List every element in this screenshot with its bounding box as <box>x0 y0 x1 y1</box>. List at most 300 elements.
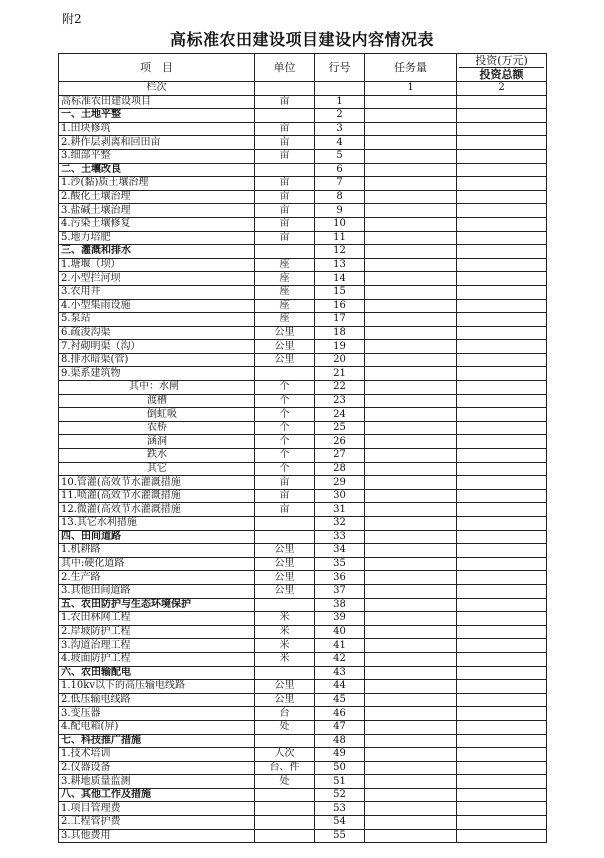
row-investment-cell <box>457 476 547 490</box>
row-item-name: 5.地力培肥 <box>59 231 255 245</box>
row-item-name: 1.田块修筑 <box>59 122 255 136</box>
row-item-name: 1.10kv以下的高压输电线路 <box>59 680 255 694</box>
row-line-number: 51 <box>315 775 365 789</box>
table-row <box>59 788 547 802</box>
row-item-name: 三、灌溉和排水 <box>59 245 255 259</box>
row-task-cell <box>365 584 457 598</box>
row-item-name: 1.项目管理费 <box>59 802 255 816</box>
table-row <box>59 381 547 395</box>
row-investment-cell <box>457 204 547 218</box>
row-task-cell <box>365 612 457 626</box>
table-row <box>59 421 547 435</box>
row-investment-cell <box>457 598 547 612</box>
row-item-name: 其中:硬化道路 <box>59 557 255 571</box>
row-line-number: 40 <box>315 625 365 639</box>
row-line-number: 3 <box>315 122 365 136</box>
table-row <box>59 693 547 707</box>
row-line-number: 22 <box>315 381 365 395</box>
row-task-cell <box>365 788 457 802</box>
table-row <box>59 122 547 136</box>
row-line-number: 44 <box>315 680 365 694</box>
row-unit: 处 <box>255 775 315 789</box>
row-investment-cell <box>457 489 547 503</box>
row-task-cell <box>365 245 457 259</box>
table-row <box>59 204 547 218</box>
row-line-number: 49 <box>315 748 365 762</box>
row-investment-cell <box>457 775 547 789</box>
row-unit: 亩 <box>255 149 315 163</box>
row-task-cell <box>365 326 457 340</box>
row-investment-cell <box>457 299 547 313</box>
row-task-cell <box>365 217 457 231</box>
row-unit <box>255 109 315 123</box>
row-line-number: 12 <box>315 245 365 259</box>
row-unit <box>255 530 315 544</box>
attachment-label: 附2 <box>62 12 82 26</box>
table-row <box>59 449 547 463</box>
row-investment-cell <box>457 720 547 734</box>
row-line-number: 5 <box>315 149 365 163</box>
table-row <box>59 707 547 721</box>
row-task-cell <box>365 707 457 721</box>
row-item-name: 2.小型拦河坝 <box>59 272 255 286</box>
table-row <box>59 299 547 313</box>
table-row <box>59 95 547 109</box>
row-item-name: 2.岸坡防护工程 <box>59 625 255 639</box>
row-task-cell <box>365 177 457 191</box>
row-unit: 亩 <box>255 136 315 150</box>
table-row <box>59 285 547 299</box>
header-item: 项 目 <box>59 54 255 82</box>
row-line-number: 15 <box>315 285 365 299</box>
row-task-cell <box>365 680 457 694</box>
table-row <box>59 149 547 163</box>
row-task-cell <box>365 625 457 639</box>
row-unit: 亩 <box>255 489 315 503</box>
row-item-name: 1.农田林网工程 <box>59 612 255 626</box>
row-investment-cell <box>457 435 547 449</box>
construction-content-table <box>58 53 547 843</box>
column-index-line <box>315 82 365 96</box>
row-unit: 亩 <box>255 122 315 136</box>
row-task-cell <box>365 544 457 558</box>
row-line-number: 26 <box>315 435 365 449</box>
row-unit: 亩 <box>255 476 315 490</box>
table-row <box>59 109 547 123</box>
row-item-name: 六、农田输配电 <box>59 666 255 680</box>
row-item-name: 五、农田防护与生态环境保护 <box>59 598 255 612</box>
row-item-name: 二、土壤改良 <box>59 163 255 177</box>
row-item-name: 涵洞 <box>59 435 255 449</box>
row-investment-cell <box>457 245 547 259</box>
row-task-cell <box>365 761 457 775</box>
row-investment-cell <box>457 285 547 299</box>
table-row <box>59 217 547 231</box>
row-task-cell <box>365 666 457 680</box>
row-item-name: 渡槽 <box>59 394 255 408</box>
row-investment-cell <box>457 761 547 775</box>
row-item-name: 农桥 <box>59 421 255 435</box>
row-unit: 个 <box>255 435 315 449</box>
row-line-number: 17 <box>315 313 365 327</box>
row-investment-cell <box>457 326 547 340</box>
row-task-cell <box>365 353 457 367</box>
table-row <box>59 340 547 354</box>
row-investment-cell <box>457 639 547 653</box>
row-item-name: 八、其他工作及措施 <box>59 788 255 802</box>
row-task-cell <box>365 449 457 463</box>
table-row <box>59 557 547 571</box>
table-row <box>59 476 547 490</box>
row-item-name: 3.变压器 <box>59 707 255 721</box>
row-task-cell <box>365 313 457 327</box>
row-investment-cell <box>457 707 547 721</box>
row-unit <box>255 788 315 802</box>
row-investment-cell <box>457 816 547 830</box>
row-line-number: 48 <box>315 734 365 748</box>
row-investment-cell <box>457 190 547 204</box>
row-line-number: 1 <box>315 95 365 109</box>
row-investment-cell <box>457 163 547 177</box>
row-unit: 公里 <box>255 584 315 598</box>
table-row <box>59 748 547 762</box>
row-unit <box>255 163 315 177</box>
row-task-cell <box>365 720 457 734</box>
row-line-number: 28 <box>315 462 365 476</box>
row-line-number: 11 <box>315 231 365 245</box>
row-unit: 公里 <box>255 353 315 367</box>
row-investment-cell <box>457 503 547 517</box>
row-line-number: 18 <box>315 326 365 340</box>
row-investment-cell <box>457 177 547 191</box>
row-item-name: 1.技术培训 <box>59 748 255 762</box>
row-investment-cell <box>457 544 547 558</box>
row-task-cell <box>365 598 457 612</box>
row-item-name: 3.细部平整 <box>59 149 255 163</box>
header-row <box>59 54 547 82</box>
row-unit <box>255 367 315 381</box>
table-row <box>59 816 547 830</box>
row-investment-cell <box>457 449 547 463</box>
header-unit: 单位 <box>255 54 315 82</box>
row-unit: 米 <box>255 612 315 626</box>
table-row <box>59 598 547 612</box>
row-line-number: 33 <box>315 530 365 544</box>
row-item-name: 3.其他田间道路 <box>59 584 255 598</box>
row-investment-cell <box>457 802 547 816</box>
row-investment-cell <box>457 788 547 802</box>
row-line-number: 39 <box>315 612 365 626</box>
row-task-cell <box>365 571 457 585</box>
row-unit: 台 <box>255 707 315 721</box>
row-item-name: 7.衬砌明渠（沟） <box>59 340 255 354</box>
table-row <box>59 435 547 449</box>
row-item-name: 其它 <box>59 462 255 476</box>
row-item-name: 4.污染土壤修复 <box>59 217 255 231</box>
row-unit: 亩 <box>255 95 315 109</box>
table-row <box>59 353 547 367</box>
row-item-name: 3.其他费用 <box>59 829 255 843</box>
table-row <box>59 625 547 639</box>
row-unit: 米 <box>255 625 315 639</box>
table-row <box>59 612 547 626</box>
row-item-name: 1.塘堰（坝） <box>59 258 255 272</box>
row-unit <box>255 245 315 259</box>
row-item-name: 1.沙(黏)质土壤治理 <box>59 177 255 191</box>
row-investment-cell <box>457 217 547 231</box>
table-row <box>59 326 547 340</box>
column-index-task: 1 <box>365 82 457 96</box>
row-task-cell <box>365 462 457 476</box>
row-item-name: 2.工程管护费 <box>59 816 255 830</box>
row-line-number: 52 <box>315 788 365 802</box>
row-item-name: 11.喷灌(高效节水灌溉措施 <box>59 489 255 503</box>
header-investment <box>457 54 547 82</box>
row-line-number: 29 <box>315 476 365 490</box>
row-unit: 座 <box>255 299 315 313</box>
table-row <box>59 517 547 531</box>
row-unit: 亩 <box>255 503 315 517</box>
row-line-number: 32 <box>315 517 365 531</box>
row-unit: 座 <box>255 313 315 327</box>
row-item-name: 3.盐碱土壤治理 <box>59 204 255 218</box>
row-investment-cell <box>457 462 547 476</box>
header-task: 任务量 <box>365 54 457 82</box>
row-unit: 公里 <box>255 571 315 585</box>
row-investment-cell <box>457 680 547 694</box>
table-row <box>59 313 547 327</box>
row-item-name: 5.泵站 <box>59 313 255 327</box>
row-investment-cell <box>457 693 547 707</box>
table-row <box>59 163 547 177</box>
row-line-number: 24 <box>315 408 365 422</box>
table-row <box>59 394 547 408</box>
row-line-number: 38 <box>315 598 365 612</box>
row-investment-cell <box>457 95 547 109</box>
row-line-number: 50 <box>315 761 365 775</box>
row-investment-cell <box>457 353 547 367</box>
row-investment-cell <box>457 421 547 435</box>
row-item-name: 2.低压输电线路 <box>59 693 255 707</box>
row-item-name: 3.耕地质量监测 <box>59 775 255 789</box>
row-line-number: 20 <box>315 353 365 367</box>
row-item-name: 其中：水闸 <box>59 381 255 395</box>
row-investment-cell <box>457 313 547 327</box>
row-unit: 公里 <box>255 326 315 340</box>
row-line-number: 27 <box>315 449 365 463</box>
row-item-name: 2.耕作层剥离和回田亩 <box>59 136 255 150</box>
table-row <box>59 734 547 748</box>
header-line: 行号 <box>315 54 365 82</box>
page-title: 高标准农田建设项目建设内容情况表 <box>169 30 434 49</box>
table-row <box>59 530 547 544</box>
row-unit: 米 <box>255 639 315 653</box>
row-task-cell <box>365 285 457 299</box>
table-row <box>59 245 547 259</box>
row-line-number: 30 <box>315 489 365 503</box>
table-row <box>59 462 547 476</box>
row-item-name: 倒虹吸 <box>59 408 255 422</box>
row-item-name: 3.沟道治理工程 <box>59 639 255 653</box>
row-line-number: 41 <box>315 639 365 653</box>
table-row <box>59 367 547 381</box>
row-task-cell <box>365 530 457 544</box>
column-index-row <box>59 82 547 96</box>
row-unit: 亩 <box>255 177 315 191</box>
column-index-invest: 2 <box>457 82 547 96</box>
row-line-number: 2 <box>315 109 365 123</box>
table-row <box>59 190 547 204</box>
table-row <box>59 584 547 598</box>
row-task-cell <box>365 367 457 381</box>
row-task-cell <box>365 204 457 218</box>
row-unit: 人次 <box>255 748 315 762</box>
row-investment-cell <box>457 748 547 762</box>
row-task-cell <box>365 421 457 435</box>
row-task-cell <box>365 693 457 707</box>
row-line-number: 35 <box>315 557 365 571</box>
row-task-cell <box>365 734 457 748</box>
row-item-name: 6.疏浚沟渠 <box>59 326 255 340</box>
row-investment-cell <box>457 734 547 748</box>
row-unit: 公里 <box>255 340 315 354</box>
row-task-cell <box>365 748 457 762</box>
table-row <box>59 680 547 694</box>
row-investment-cell <box>457 517 547 531</box>
row-investment-cell <box>457 381 547 395</box>
row-task-cell <box>365 122 457 136</box>
row-unit: 亩 <box>255 204 315 218</box>
table-row <box>59 544 547 558</box>
header-investment-total: 投资总额 <box>479 68 524 81</box>
row-line-number: 21 <box>315 367 365 381</box>
row-investment-cell <box>457 122 547 136</box>
row-line-number: 19 <box>315 340 365 354</box>
row-item-name: 2.仪器设备 <box>59 761 255 775</box>
table-row <box>59 503 547 517</box>
row-investment-cell <box>457 829 547 843</box>
row-unit: 个 <box>255 449 315 463</box>
table-row <box>59 666 547 680</box>
table-row <box>59 231 547 245</box>
table-row <box>59 802 547 816</box>
row-unit: 个 <box>255 381 315 395</box>
row-item-name: 4.配电箱(屏) <box>59 720 255 734</box>
row-unit <box>255 517 315 531</box>
row-investment-cell <box>457 109 547 123</box>
table-body <box>59 95 547 843</box>
row-task-cell <box>365 95 457 109</box>
table-row <box>59 258 547 272</box>
row-investment-cell <box>457 272 547 286</box>
column-index-label: 栏次 <box>59 82 255 96</box>
row-unit: 亩 <box>255 190 315 204</box>
row-line-number: 54 <box>315 816 365 830</box>
row-item-name: 七、科技推广措施 <box>59 734 255 748</box>
column-index-unit <box>255 82 315 96</box>
row-item-name: 9.渠系建筑物 <box>59 367 255 381</box>
row-investment-cell <box>457 557 547 571</box>
row-investment-cell <box>457 408 547 422</box>
row-task-cell <box>365 775 457 789</box>
row-item-name: 4.坡面防护工程 <box>59 652 255 666</box>
row-line-number: 31 <box>315 503 365 517</box>
row-investment-cell <box>457 584 547 598</box>
row-unit: 座 <box>255 285 315 299</box>
row-task-cell <box>365 190 457 204</box>
row-task-cell <box>365 639 457 653</box>
table-row <box>59 761 547 775</box>
row-investment-cell <box>457 136 547 150</box>
row-line-number: 43 <box>315 666 365 680</box>
row-task-cell <box>365 435 457 449</box>
row-unit: 亩 <box>255 217 315 231</box>
row-unit: 个 <box>255 408 315 422</box>
row-line-number: 23 <box>315 394 365 408</box>
row-item-name: 10.管灌(高效节水灌溉措施 <box>59 476 255 490</box>
row-investment-cell <box>457 149 547 163</box>
row-task-cell <box>365 258 457 272</box>
row-unit: 台、件 <box>255 761 315 775</box>
row-item-name: 13.其它水利措施 <box>59 517 255 531</box>
row-task-cell <box>365 109 457 123</box>
row-task-cell <box>365 503 457 517</box>
row-task-cell <box>365 476 457 490</box>
row-task-cell <box>365 231 457 245</box>
row-item-name: 12.微灌(高效节水灌溉措施 <box>59 503 255 517</box>
row-task-cell <box>365 136 457 150</box>
row-task-cell <box>365 149 457 163</box>
row-line-number: 14 <box>315 272 365 286</box>
row-unit: 个 <box>255 394 315 408</box>
table-row <box>59 775 547 789</box>
table-row <box>59 652 547 666</box>
table-row <box>59 720 547 734</box>
row-investment-cell <box>457 666 547 680</box>
row-line-number: 4 <box>315 136 365 150</box>
row-unit: 米 <box>255 652 315 666</box>
row-task-cell <box>365 163 457 177</box>
row-task-cell <box>365 816 457 830</box>
row-item-name: 8.排水暗渠(管) <box>59 353 255 367</box>
row-line-number: 25 <box>315 421 365 435</box>
row-investment-cell <box>457 394 547 408</box>
row-line-number: 47 <box>315 720 365 734</box>
row-line-number: 55 <box>315 829 365 843</box>
row-unit <box>255 666 315 680</box>
row-unit: 座 <box>255 258 315 272</box>
row-task-cell <box>365 408 457 422</box>
row-item-name: 4.小型集雨设施 <box>59 299 255 313</box>
row-investment-cell <box>457 612 547 626</box>
row-unit: 处 <box>255 720 315 734</box>
row-investment-cell <box>457 231 547 245</box>
row-unit <box>255 829 315 843</box>
row-unit: 个 <box>255 462 315 476</box>
row-item-name: 2.生产路 <box>59 571 255 585</box>
row-item-name: 跌水 <box>59 449 255 463</box>
row-task-cell <box>365 394 457 408</box>
row-task-cell <box>365 517 457 531</box>
row-unit <box>255 816 315 830</box>
row-line-number: 10 <box>315 217 365 231</box>
row-line-number: 16 <box>315 299 365 313</box>
row-line-number: 13 <box>315 258 365 272</box>
table-row <box>59 489 547 503</box>
row-line-number: 42 <box>315 652 365 666</box>
row-line-number: 7 <box>315 177 365 191</box>
row-item-name: 3.农用井 <box>59 285 255 299</box>
